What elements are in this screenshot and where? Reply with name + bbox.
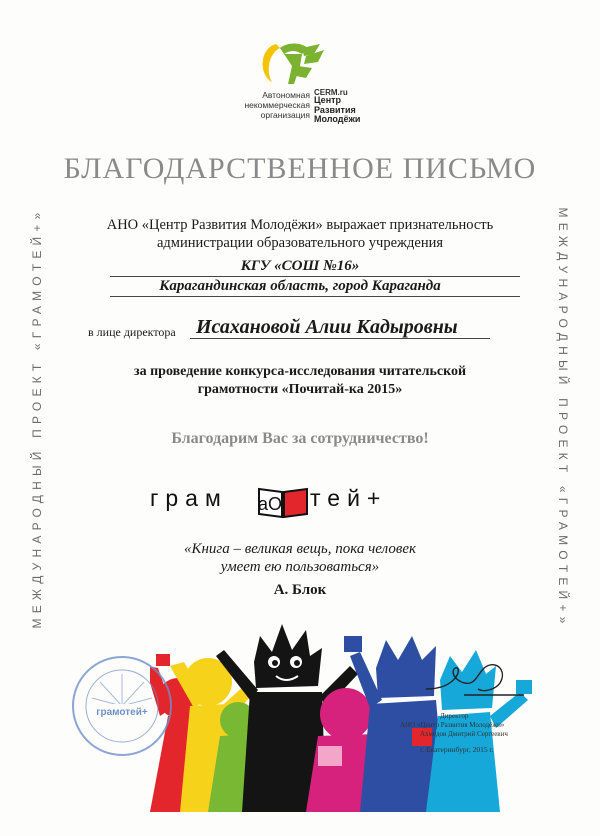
document-title: БЛАГОДАРСТВЕННОЕ ПИСЬМО bbox=[63, 152, 537, 185]
reason-line-1: за проведение конкурса-исследования читательской bbox=[133, 364, 467, 379]
director-name: Исахановой Алии Кадыровны bbox=[196, 316, 458, 338]
cerm-logo-icon bbox=[236, 38, 376, 90]
gramotey-brand bbox=[150, 483, 450, 523]
brand-part-2: тей+ bbox=[310, 485, 388, 511]
quote-line-1: «Книга – великая вещь, пока человек bbox=[183, 541, 417, 557]
school-underline bbox=[110, 276, 520, 277]
thanks-text: Благодарим Вас за сотрудничество! bbox=[171, 430, 429, 447]
signer-org: АНО «Центр Развития Молодёжи» bbox=[400, 721, 505, 729]
signer-name: Ахмедов Дмитрий Сергеевич bbox=[420, 730, 508, 738]
logo-site: CERM.ru bbox=[314, 88, 348, 97]
reason-line-2: грамотности «Почитай-ка 2015» bbox=[197, 382, 403, 397]
region-name: Карагандинская область, город Караганда bbox=[159, 278, 441, 294]
round-stamp bbox=[70, 654, 174, 758]
stamp-text: грамотей+ bbox=[96, 707, 148, 718]
body-line-1: АНО «Центр Развития Молодёжи» выражает признательность bbox=[106, 217, 494, 233]
signer-title: Директор bbox=[440, 712, 469, 720]
region-underline bbox=[110, 296, 520, 297]
side-text-left: МЕЖДУНАРОДНЫЙ ПРОЕКТ «ГРАМОТЕЙ+» bbox=[30, 207, 44, 629]
cerm-logo bbox=[236, 38, 376, 122]
school-name: КГУ «СОШ №16» bbox=[240, 258, 360, 274]
brand-part-1: грам bbox=[150, 485, 228, 511]
quote-author: А. Блок bbox=[273, 582, 327, 598]
quote-line-2: умеет ею пользоваться» bbox=[220, 559, 380, 575]
director-underline bbox=[190, 338, 490, 339]
city-year: г. Екатеринбург, 2015 г. bbox=[420, 745, 494, 754]
logo-org-type: Автономная некоммерческая организация bbox=[244, 90, 310, 120]
brand-middle-letter-a: аО bbox=[257, 494, 283, 514]
side-text-right: МЕЖДУНАРОДНЫЙ ПРОЕКТ «ГРАМОТЕЙ+» bbox=[556, 207, 570, 629]
director-label: в лице директора bbox=[88, 325, 176, 339]
logo-name: Центр Развития Молодёжи bbox=[314, 95, 361, 124]
body-line-2: администрации образовательного учреждения bbox=[156, 235, 444, 251]
handwritten-signature bbox=[420, 655, 530, 705]
open-book-icon bbox=[257, 483, 309, 519]
